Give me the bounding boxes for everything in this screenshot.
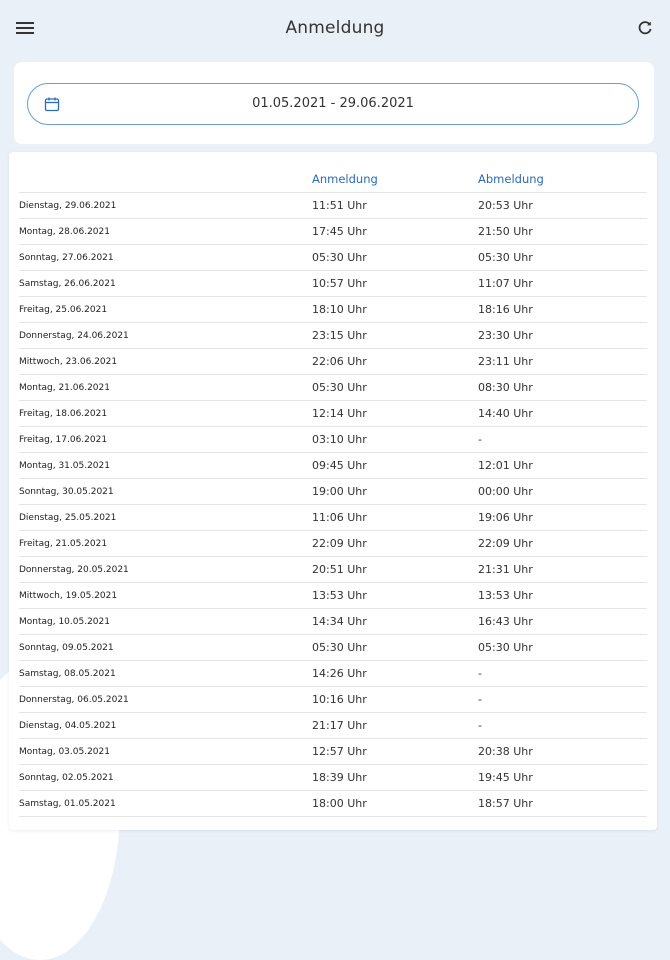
day-cell: Freitag, 21.05.2021 — [19, 531, 312, 557]
day-cell: Dienstag, 25.05.2021 — [19, 505, 312, 531]
table-row — [19, 401, 647, 427]
column-header-abmeldung: Abmeldung — [478, 166, 647, 193]
anmeldung-cell: 05:30 Uhr — [312, 245, 478, 271]
table-row — [19, 349, 647, 375]
table-row — [19, 661, 647, 687]
abmeldung-cell: 05:30 Uhr — [478, 635, 647, 661]
table-row — [19, 193, 647, 219]
day-cell: Samstag, 26.06.2021 — [19, 271, 312, 297]
column-header-day — [19, 166, 312, 193]
column-header-anmeldung: Anmeldung — [312, 166, 478, 193]
abmeldung-cell: 20:53 Uhr — [478, 193, 647, 219]
date-range-field[interactable] — [27, 83, 639, 125]
day-cell: Mittwoch, 23.06.2021 — [19, 349, 312, 375]
anmeldung-cell: 14:34 Uhr — [312, 609, 478, 635]
abmeldung-cell: 18:57 Uhr — [478, 791, 647, 817]
table-row — [19, 635, 647, 661]
page-title: Anmeldung — [285, 18, 385, 38]
table-row — [19, 271, 647, 297]
table-row — [19, 479, 647, 505]
table-row — [19, 453, 647, 479]
attendance-table — [19, 166, 647, 817]
table-header-row — [19, 166, 647, 193]
anmeldung-cell: 21:17 Uhr — [312, 713, 478, 739]
day-cell: Sonntag, 02.05.2021 — [19, 765, 312, 791]
abmeldung-cell: 19:45 Uhr — [478, 765, 647, 791]
abmeldung-cell: 20:38 Uhr — [478, 739, 647, 765]
table-row — [19, 505, 647, 531]
abmeldung-cell: 08:30 Uhr — [478, 375, 647, 401]
abmeldung-cell: 23:11 Uhr — [478, 349, 647, 375]
table-row — [19, 531, 647, 557]
table-row — [19, 739, 647, 765]
abmeldung-cell: - — [478, 687, 647, 713]
anmeldung-cell: 12:14 Uhr — [312, 401, 478, 427]
abmeldung-cell: 11:07 Uhr — [478, 271, 647, 297]
day-cell: Samstag, 08.05.2021 — [19, 661, 312, 687]
day-cell: Sonntag, 30.05.2021 — [19, 479, 312, 505]
anmeldung-cell: 05:30 Uhr — [312, 375, 478, 401]
day-cell: Montag, 10.05.2021 — [19, 609, 312, 635]
top-bar — [0, 0, 670, 58]
anmeldung-cell: 10:16 Uhr — [312, 687, 478, 713]
day-cell: Montag, 31.05.2021 — [19, 453, 312, 479]
anmeldung-cell: 22:06 Uhr — [312, 349, 478, 375]
abmeldung-cell: 21:31 Uhr — [478, 557, 647, 583]
anmeldung-cell: 18:10 Uhr — [312, 297, 478, 323]
anmeldung-cell: 13:53 Uhr — [312, 583, 478, 609]
day-cell: Donnerstag, 06.05.2021 — [19, 687, 312, 713]
anmeldung-cell: 03:10 Uhr — [312, 427, 478, 453]
anmeldung-cell: 11:06 Uhr — [312, 505, 478, 531]
anmeldung-cell: 22:09 Uhr — [312, 531, 478, 557]
day-cell: Samstag, 01.05.2021 — [19, 791, 312, 817]
day-cell: Freitag, 18.06.2021 — [19, 401, 312, 427]
abmeldung-cell: 00:00 Uhr — [478, 479, 647, 505]
abmeldung-cell: 18:16 Uhr — [478, 297, 647, 323]
abmeldung-cell: 12:01 Uhr — [478, 453, 647, 479]
day-cell: Donnerstag, 20.05.2021 — [19, 557, 312, 583]
anmeldung-cell: 20:51 Uhr — [312, 557, 478, 583]
date-range-text: 01.05.2021 - 29.06.2021 — [252, 96, 414, 111]
day-cell: Dienstag, 29.06.2021 — [19, 193, 312, 219]
abmeldung-cell: 14:40 Uhr — [478, 401, 647, 427]
table-row — [19, 583, 647, 609]
abmeldung-cell: - — [478, 713, 647, 739]
table-row — [19, 609, 647, 635]
anmeldung-cell: 23:15 Uhr — [312, 323, 478, 349]
abmeldung-cell: 05:30 Uhr — [478, 245, 647, 271]
day-cell: Donnerstag, 24.06.2021 — [19, 323, 312, 349]
abmeldung-cell: 13:53 Uhr — [478, 583, 647, 609]
refresh-icon[interactable] — [636, 19, 654, 37]
table-row — [19, 245, 647, 271]
table-row — [19, 297, 647, 323]
day-cell: Sonntag, 09.05.2021 — [19, 635, 312, 661]
abmeldung-cell: 21:50 Uhr — [478, 219, 647, 245]
abmeldung-cell: - — [478, 661, 647, 687]
anmeldung-cell: 12:57 Uhr — [312, 739, 478, 765]
table-row — [19, 765, 647, 791]
day-cell: Sonntag, 27.06.2021 — [19, 245, 312, 271]
table-row — [19, 323, 647, 349]
attendance-table-card — [9, 152, 657, 830]
day-cell: Freitag, 17.06.2021 — [19, 427, 312, 453]
anmeldung-cell: 14:26 Uhr — [312, 661, 478, 687]
anmeldung-cell: 18:00 Uhr — [312, 791, 478, 817]
table-row — [19, 375, 647, 401]
day-cell: Dienstag, 04.05.2021 — [19, 713, 312, 739]
anmeldung-cell: 19:00 Uhr — [312, 479, 478, 505]
day-cell: Freitag, 25.06.2021 — [19, 297, 312, 323]
table-row — [19, 219, 647, 245]
anmeldung-cell: 18:39 Uhr — [312, 765, 478, 791]
table-row — [19, 557, 647, 583]
day-cell: Montag, 21.06.2021 — [19, 375, 312, 401]
anmeldung-cell: 11:51 Uhr — [312, 193, 478, 219]
day-cell: Montag, 03.05.2021 — [19, 739, 312, 765]
day-cell: Mittwoch, 19.05.2021 — [19, 583, 312, 609]
anmeldung-cell: 10:57 Uhr — [312, 271, 478, 297]
anmeldung-cell: 05:30 Uhr — [312, 635, 478, 661]
anmeldung-cell: 17:45 Uhr — [312, 219, 478, 245]
abmeldung-cell: - — [478, 427, 647, 453]
abmeldung-cell: 16:43 Uhr — [478, 609, 647, 635]
abmeldung-cell: 23:30 Uhr — [478, 323, 647, 349]
table-row — [19, 713, 647, 739]
table-row — [19, 791, 647, 817]
abmeldung-cell: 19:06 Uhr — [478, 505, 647, 531]
anmeldung-cell: 09:45 Uhr — [312, 453, 478, 479]
abmeldung-cell: 22:09 Uhr — [478, 531, 647, 557]
date-range-card — [14, 62, 654, 144]
day-cell: Montag, 28.06.2021 — [19, 219, 312, 245]
table-row — [19, 687, 647, 713]
table-row — [19, 427, 647, 453]
